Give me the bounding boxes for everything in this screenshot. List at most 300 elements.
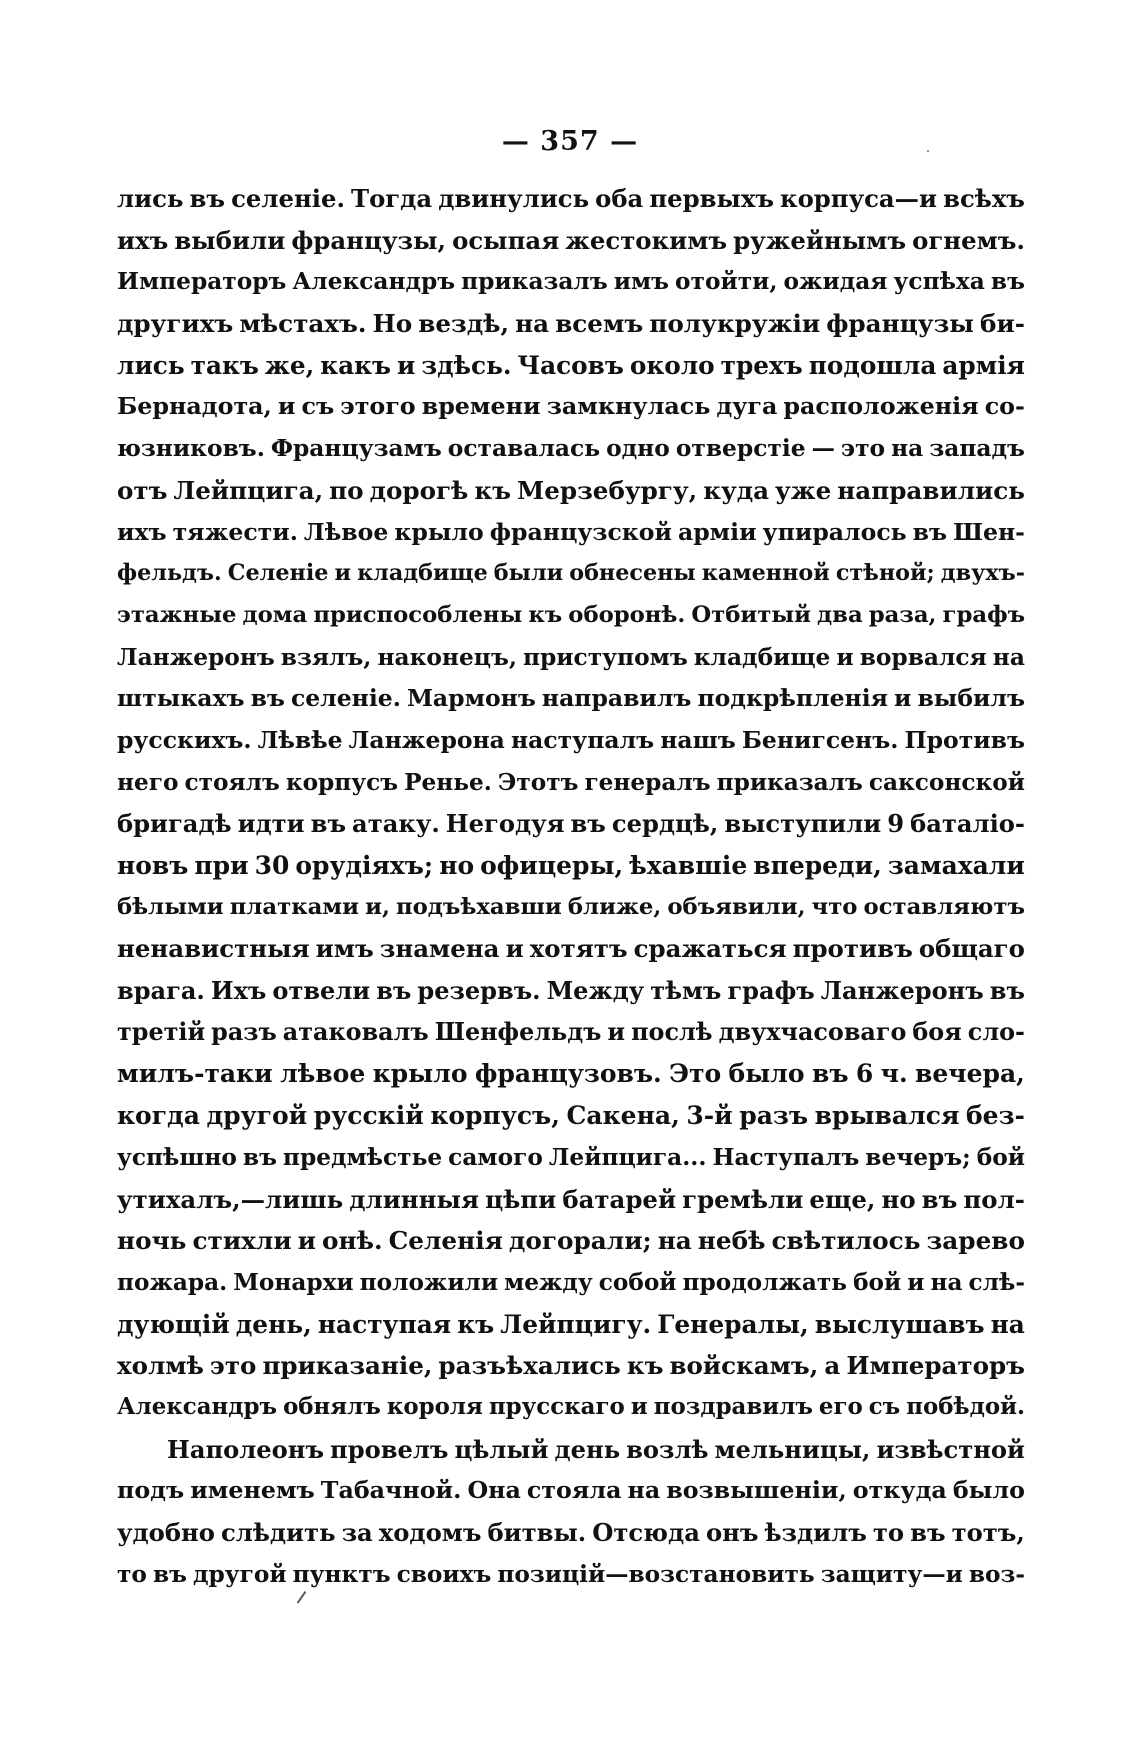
- word: предмѣстье: [282, 1143, 443, 1171]
- word: наступалъ: [510, 725, 655, 754]
- word: мѣстахъ.: [239, 309, 367, 339]
- word: стихли: [192, 1226, 292, 1256]
- word: и: [607, 1017, 626, 1046]
- word: графъ: [727, 976, 815, 1006]
- word: боя: [912, 1017, 962, 1046]
- word: ружейнымъ: [733, 225, 907, 255]
- word: кладбище: [357, 560, 488, 587]
- word: 6: [855, 1059, 874, 1089]
- word: Бернадота,: [117, 392, 272, 421]
- word: подъ: [117, 1476, 185, 1505]
- word: вездѣ,: [418, 309, 510, 339]
- word: въ: [152, 1560, 187, 1588]
- word: было: [728, 1059, 805, 1089]
- text-line: [117, 803, 1025, 845]
- word: въ: [990, 268, 1025, 296]
- word: бѣлыми: [117, 893, 224, 920]
- word: и: [396, 350, 416, 380]
- word: два: [817, 601, 863, 628]
- word: офицеры,: [480, 851, 624, 880]
- text-line: [117, 1137, 1025, 1179]
- word: дующій: [117, 1309, 230, 1339]
- word: французской: [489, 517, 672, 546]
- word: 30: [254, 851, 290, 880]
- word: были: [493, 560, 564, 587]
- word: двухчасоваго: [718, 1017, 907, 1046]
- word: Лейпцига...: [548, 1143, 707, 1171]
- word: приказалъ: [716, 768, 863, 796]
- word: хотятъ: [529, 934, 628, 964]
- word: то: [872, 1518, 905, 1547]
- word: приспособлены: [313, 601, 523, 628]
- word: со-: [984, 392, 1025, 421]
- text-line: [117, 845, 1025, 887]
- word: подкрѣпленія: [697, 684, 888, 713]
- word: арміи: [677, 517, 757, 546]
- word: на: [992, 643, 1025, 671]
- word: направилъ: [541, 684, 692, 713]
- word: этого: [340, 392, 416, 421]
- word: стоялъ: [184, 768, 280, 796]
- word: первыхъ: [649, 184, 774, 213]
- word: этажные: [117, 601, 237, 628]
- word: сердцѣ,: [611, 809, 719, 839]
- word: Противъ: [904, 725, 1025, 754]
- word: возвышеніи,: [666, 1476, 847, 1505]
- word: Ихъ: [210, 976, 267, 1006]
- word: защиту—и: [820, 1560, 963, 1588]
- word: день: [554, 1434, 621, 1464]
- word: и: [894, 684, 912, 713]
- word: милъ-таки: [117, 1059, 273, 1089]
- word: крыло: [394, 517, 484, 546]
- word: въ: [310, 809, 347, 839]
- word: направились: [837, 475, 1025, 505]
- word: еще,: [809, 1184, 876, 1214]
- text-line: [117, 386, 1025, 428]
- word: всѣхъ: [943, 184, 1025, 213]
- word: би-: [980, 309, 1025, 339]
- word: но: [881, 1184, 916, 1214]
- word: юзниковъ.: [117, 434, 265, 463]
- word: отъ: [117, 475, 168, 505]
- word: Сакена,: [566, 1101, 680, 1131]
- word: стояла: [526, 1476, 622, 1505]
- word: вечера,: [915, 1059, 1025, 1089]
- word: другой: [206, 1101, 308, 1131]
- word: раза,: [868, 601, 937, 628]
- word: сло-: [967, 1017, 1025, 1046]
- word: Лѣвое: [303, 517, 389, 546]
- word: было: [952, 1476, 1025, 1505]
- word: утихалъ,—лишь: [117, 1184, 344, 1214]
- word: взялъ,: [280, 643, 372, 671]
- word: такъ: [190, 350, 259, 380]
- text-line: [117, 928, 1025, 970]
- word: удобно: [117, 1518, 215, 1547]
- text-line: [117, 1512, 1025, 1554]
- text-line: [117, 1554, 1025, 1596]
- word: пожара.: [117, 1268, 228, 1296]
- word: армія: [942, 350, 1025, 380]
- word: прусскаго: [488, 1393, 625, 1420]
- word: Мерзебургу,: [517, 475, 698, 505]
- word: бригадѣ: [117, 809, 232, 839]
- word: то: [117, 1560, 147, 1588]
- word: Бенигсенъ.: [741, 725, 899, 754]
- word: здѣсь.: [421, 350, 512, 380]
- word: около: [629, 350, 715, 380]
- word: Шенфельдъ: [434, 1017, 602, 1046]
- word: корпусъ: [285, 768, 399, 796]
- word: цѣпи: [485, 1184, 557, 1214]
- word: гремѣли: [682, 1184, 804, 1214]
- word: и: [836, 643, 854, 671]
- word: двухъ-: [940, 560, 1025, 587]
- word: на: [990, 1309, 1025, 1339]
- word: битвы.: [487, 1518, 587, 1547]
- word: пол-: [963, 1184, 1025, 1214]
- word: продолжать: [682, 1268, 848, 1296]
- word: 3-й: [686, 1101, 733, 1131]
- word: разъѣхались: [438, 1351, 621, 1381]
- word: без-: [965, 1101, 1025, 1131]
- word: выслушавъ: [814, 1309, 985, 1339]
- word: объявили,: [667, 893, 806, 920]
- word: это: [840, 434, 886, 463]
- word: идти: [237, 809, 305, 839]
- word: Ланжеронъ: [117, 643, 275, 671]
- word: приказаніе,: [262, 1351, 433, 1381]
- word: лѣвое: [280, 1059, 366, 1089]
- word: каменной: [701, 560, 830, 587]
- word: трехъ: [720, 350, 803, 380]
- word: его: [818, 1393, 863, 1420]
- text-line: [117, 595, 1025, 637]
- word: другой: [192, 1560, 287, 1588]
- word: пунктъ: [292, 1560, 391, 1588]
- word: самого: [448, 1143, 543, 1171]
- word: жестокимъ: [565, 225, 728, 255]
- word: поздравилъ: [653, 1393, 813, 1420]
- word: одно: [606, 434, 670, 463]
- word: вечеръ;: [865, 1143, 971, 1171]
- word: ѣздилъ: [764, 1518, 867, 1547]
- word: Александръ: [117, 1393, 278, 1420]
- text-line: [117, 1304, 1025, 1346]
- word: кладбище: [693, 643, 831, 671]
- word: положили: [359, 1268, 499, 1296]
- word: оба: [595, 184, 644, 213]
- word: возлѣ: [626, 1434, 709, 1464]
- word: мельницы,: [714, 1434, 871, 1464]
- word: Александръ: [292, 268, 456, 296]
- word: корпуса—и: [780, 184, 937, 213]
- word: имъ: [315, 934, 374, 964]
- word: откуда: [852, 1476, 947, 1505]
- word: бой: [976, 1143, 1025, 1171]
- word: ожидая: [783, 268, 888, 296]
- word: и: [907, 1268, 925, 1296]
- word: онъ: [705, 1518, 759, 1547]
- word: въ: [910, 1518, 946, 1547]
- word: успѣха: [893, 268, 985, 296]
- word: на: [891, 434, 924, 463]
- word: огнемъ.: [912, 225, 1025, 255]
- word: Это: [669, 1059, 722, 1089]
- word: батарей: [562, 1184, 677, 1214]
- word: Она: [467, 1476, 521, 1505]
- word: къ: [457, 1309, 495, 1339]
- word: замахали: [887, 851, 1025, 880]
- word: въ: [570, 809, 606, 839]
- word: онѣ.: [322, 1226, 383, 1256]
- word: ближе,: [567, 893, 662, 920]
- text-line: [117, 762, 1025, 804]
- word: крыло: [372, 1059, 468, 1089]
- word: времени: [421, 392, 541, 421]
- word: небѣ: [697, 1226, 766, 1256]
- word: Ланжеронъ: [820, 976, 984, 1006]
- word: бой: [853, 1268, 902, 1296]
- word: и,: [365, 893, 390, 920]
- word: на: [657, 1226, 692, 1256]
- word: резервъ.: [417, 976, 541, 1006]
- word: день,: [235, 1309, 312, 1339]
- word: къ: [626, 1351, 664, 1381]
- word: всемъ: [555, 309, 644, 339]
- word: къ: [474, 475, 512, 505]
- word: на: [627, 1476, 661, 1505]
- word: новъ: [117, 851, 189, 880]
- word: провелъ: [330, 1434, 449, 1464]
- word: и: [277, 392, 296, 421]
- word: третій: [117, 1017, 206, 1046]
- word: холмѣ: [117, 1351, 204, 1381]
- word: противъ: [792, 934, 913, 964]
- word: въ: [921, 1184, 958, 1214]
- word: саксонской: [868, 768, 1025, 796]
- word: ходомъ: [378, 1518, 482, 1547]
- word: съ: [301, 392, 335, 421]
- word: за: [341, 1518, 373, 1547]
- page-number: — 357 —: [501, 126, 639, 157]
- word: догорали;: [508, 1226, 652, 1256]
- word: приказалъ: [461, 268, 608, 296]
- word: наконецъ,: [377, 643, 517, 671]
- word: ихъ: [117, 225, 169, 255]
- text-line: [117, 1262, 1025, 1304]
- word: Шен-: [953, 517, 1025, 546]
- text-line: [117, 1179, 1025, 1221]
- word: Негодуя: [445, 809, 565, 839]
- word: фельдъ.: [117, 560, 222, 587]
- text-line: [117, 1429, 1025, 1471]
- text-line: [117, 637, 1025, 679]
- word: Лейпцига,: [173, 475, 324, 505]
- text-line: [117, 512, 1025, 554]
- word: Отсюда: [592, 1518, 700, 1547]
- word: позицій—возстановить: [497, 1560, 815, 1588]
- word: выбили: [174, 225, 286, 255]
- word: извѣстной: [876, 1434, 1025, 1464]
- word: когда: [117, 1101, 200, 1131]
- text-line: [117, 1345, 1025, 1387]
- word: Между: [546, 976, 645, 1006]
- word: имъ: [613, 268, 669, 296]
- word: лись: [117, 350, 185, 380]
- word: тотъ,: [951, 1518, 1025, 1547]
- word: Селенія: [388, 1226, 503, 1256]
- word: впереди,: [753, 851, 882, 880]
- word: и: [505, 934, 524, 964]
- word: упиралось: [762, 517, 907, 546]
- word: разъ: [211, 1017, 277, 1046]
- word: приступомъ: [522, 643, 688, 671]
- word: къ: [528, 601, 563, 628]
- word: оставалась: [447, 434, 601, 463]
- word: замкнулась: [546, 392, 711, 421]
- text-line: [117, 1220, 1025, 1262]
- word: и: [630, 1393, 648, 1420]
- text-line: [117, 220, 1025, 262]
- word: баталіо-: [910, 809, 1025, 839]
- word: собой: [598, 1268, 677, 1296]
- word: отвели: [272, 976, 371, 1006]
- word: Императоръ: [846, 1351, 1025, 1381]
- word: съ: [868, 1393, 901, 1420]
- word: Часовъ: [517, 350, 624, 380]
- word: общаго: [918, 934, 1025, 964]
- word: Отбитый: [691, 601, 811, 628]
- text-line: [117, 303, 1025, 345]
- word: въ: [242, 1143, 277, 1171]
- word: и: [334, 560, 352, 587]
- word: атаку.: [352, 809, 440, 839]
- word: длинныя: [349, 1184, 480, 1214]
- word: ѣхавшіе: [629, 851, 748, 880]
- word: Наполеонъ: [167, 1434, 324, 1464]
- word: Французамъ: [270, 434, 442, 463]
- word: корпусъ,: [430, 1101, 560, 1131]
- word: это: [209, 1351, 257, 1381]
- word: оставляютъ: [863, 893, 1025, 920]
- text-line: [117, 1053, 1025, 1095]
- word: расположенія: [783, 392, 979, 421]
- word: Мармонъ: [406, 684, 536, 713]
- text-line: [117, 887, 1025, 929]
- word: дуга: [716, 392, 778, 421]
- word: 9: [887, 809, 905, 839]
- word: французы: [826, 309, 974, 339]
- word: обнялъ: [283, 1393, 381, 1420]
- word: подъѣхавши: [395, 893, 562, 920]
- text-line: [117, 178, 1025, 220]
- word: въ: [912, 517, 948, 546]
- word: платками: [229, 893, 360, 920]
- word: лись: [117, 184, 184, 213]
- word: Наступалъ: [712, 1143, 860, 1171]
- word: между: [504, 1268, 593, 1296]
- word: Но: [372, 309, 413, 339]
- text-line: [117, 720, 1025, 762]
- word: штыкахъ: [117, 684, 245, 713]
- word: него: [117, 768, 179, 796]
- word: сражаться: [633, 934, 787, 964]
- word: въ: [189, 184, 226, 213]
- word: уже: [775, 475, 832, 505]
- word: Генералы,: [657, 1309, 809, 1339]
- word: западъ: [929, 434, 1025, 463]
- text-line: [117, 1387, 1025, 1429]
- word: отверстіе: [675, 434, 806, 463]
- word: ч.: [880, 1059, 908, 1089]
- word: Ренье.: [404, 768, 492, 796]
- word: короля: [386, 1393, 483, 1420]
- text-line: [117, 1470, 1025, 1512]
- word: но: [439, 851, 475, 880]
- word: русскихъ.: [117, 725, 252, 754]
- word: наступая: [317, 1309, 452, 1339]
- word: отойти,: [675, 268, 778, 296]
- word: воз-: [968, 1560, 1025, 1588]
- word: обнесены: [569, 560, 696, 587]
- word: при: [194, 851, 249, 880]
- word: въ: [376, 976, 412, 1006]
- word: выбилъ: [917, 684, 1025, 713]
- word: Лѣвѣе: [257, 725, 343, 754]
- word: знамена: [379, 934, 500, 964]
- word: селеніе.: [231, 184, 345, 213]
- word: побѣдой.: [906, 1393, 1025, 1420]
- word: Лейпцигу.: [500, 1309, 652, 1339]
- text-line: [117, 970, 1025, 1012]
- word: Монархи: [233, 1268, 354, 1296]
- text-line: [117, 345, 1025, 387]
- word: Табачной.: [320, 1476, 462, 1505]
- word: по: [329, 475, 364, 505]
- word: графъ: [942, 601, 1025, 628]
- word: нашъ: [660, 725, 736, 754]
- text-line: [117, 261, 1025, 303]
- word: Ланжерона: [348, 725, 505, 754]
- word: врага.: [117, 976, 205, 1006]
- word: цѣлый: [454, 1434, 549, 1464]
- word: дома: [242, 601, 308, 628]
- word: Тогда: [350, 184, 433, 213]
- word: войскамъ,: [669, 1351, 819, 1381]
- word: другихъ: [117, 309, 234, 339]
- word: оборонѣ.: [568, 601, 686, 628]
- word: въ: [989, 976, 1025, 1006]
- word: въ: [250, 684, 285, 713]
- word: осыпая: [452, 225, 560, 255]
- word: выступили: [724, 809, 882, 839]
- word: же,: [264, 350, 315, 380]
- word: на: [930, 1268, 963, 1296]
- word: слѣдить: [220, 1518, 336, 1547]
- word: стѣной;: [835, 560, 935, 587]
- word: французовъ.: [474, 1059, 662, 1089]
- word: ихъ: [117, 517, 167, 546]
- word: и: [297, 1226, 316, 1256]
- word: русскій: [313, 1101, 424, 1131]
- word: на: [515, 309, 550, 339]
- word: врывался: [814, 1101, 960, 1131]
- text-line: [117, 428, 1025, 470]
- word: генералъ: [584, 768, 711, 796]
- word: Императоръ: [117, 268, 287, 296]
